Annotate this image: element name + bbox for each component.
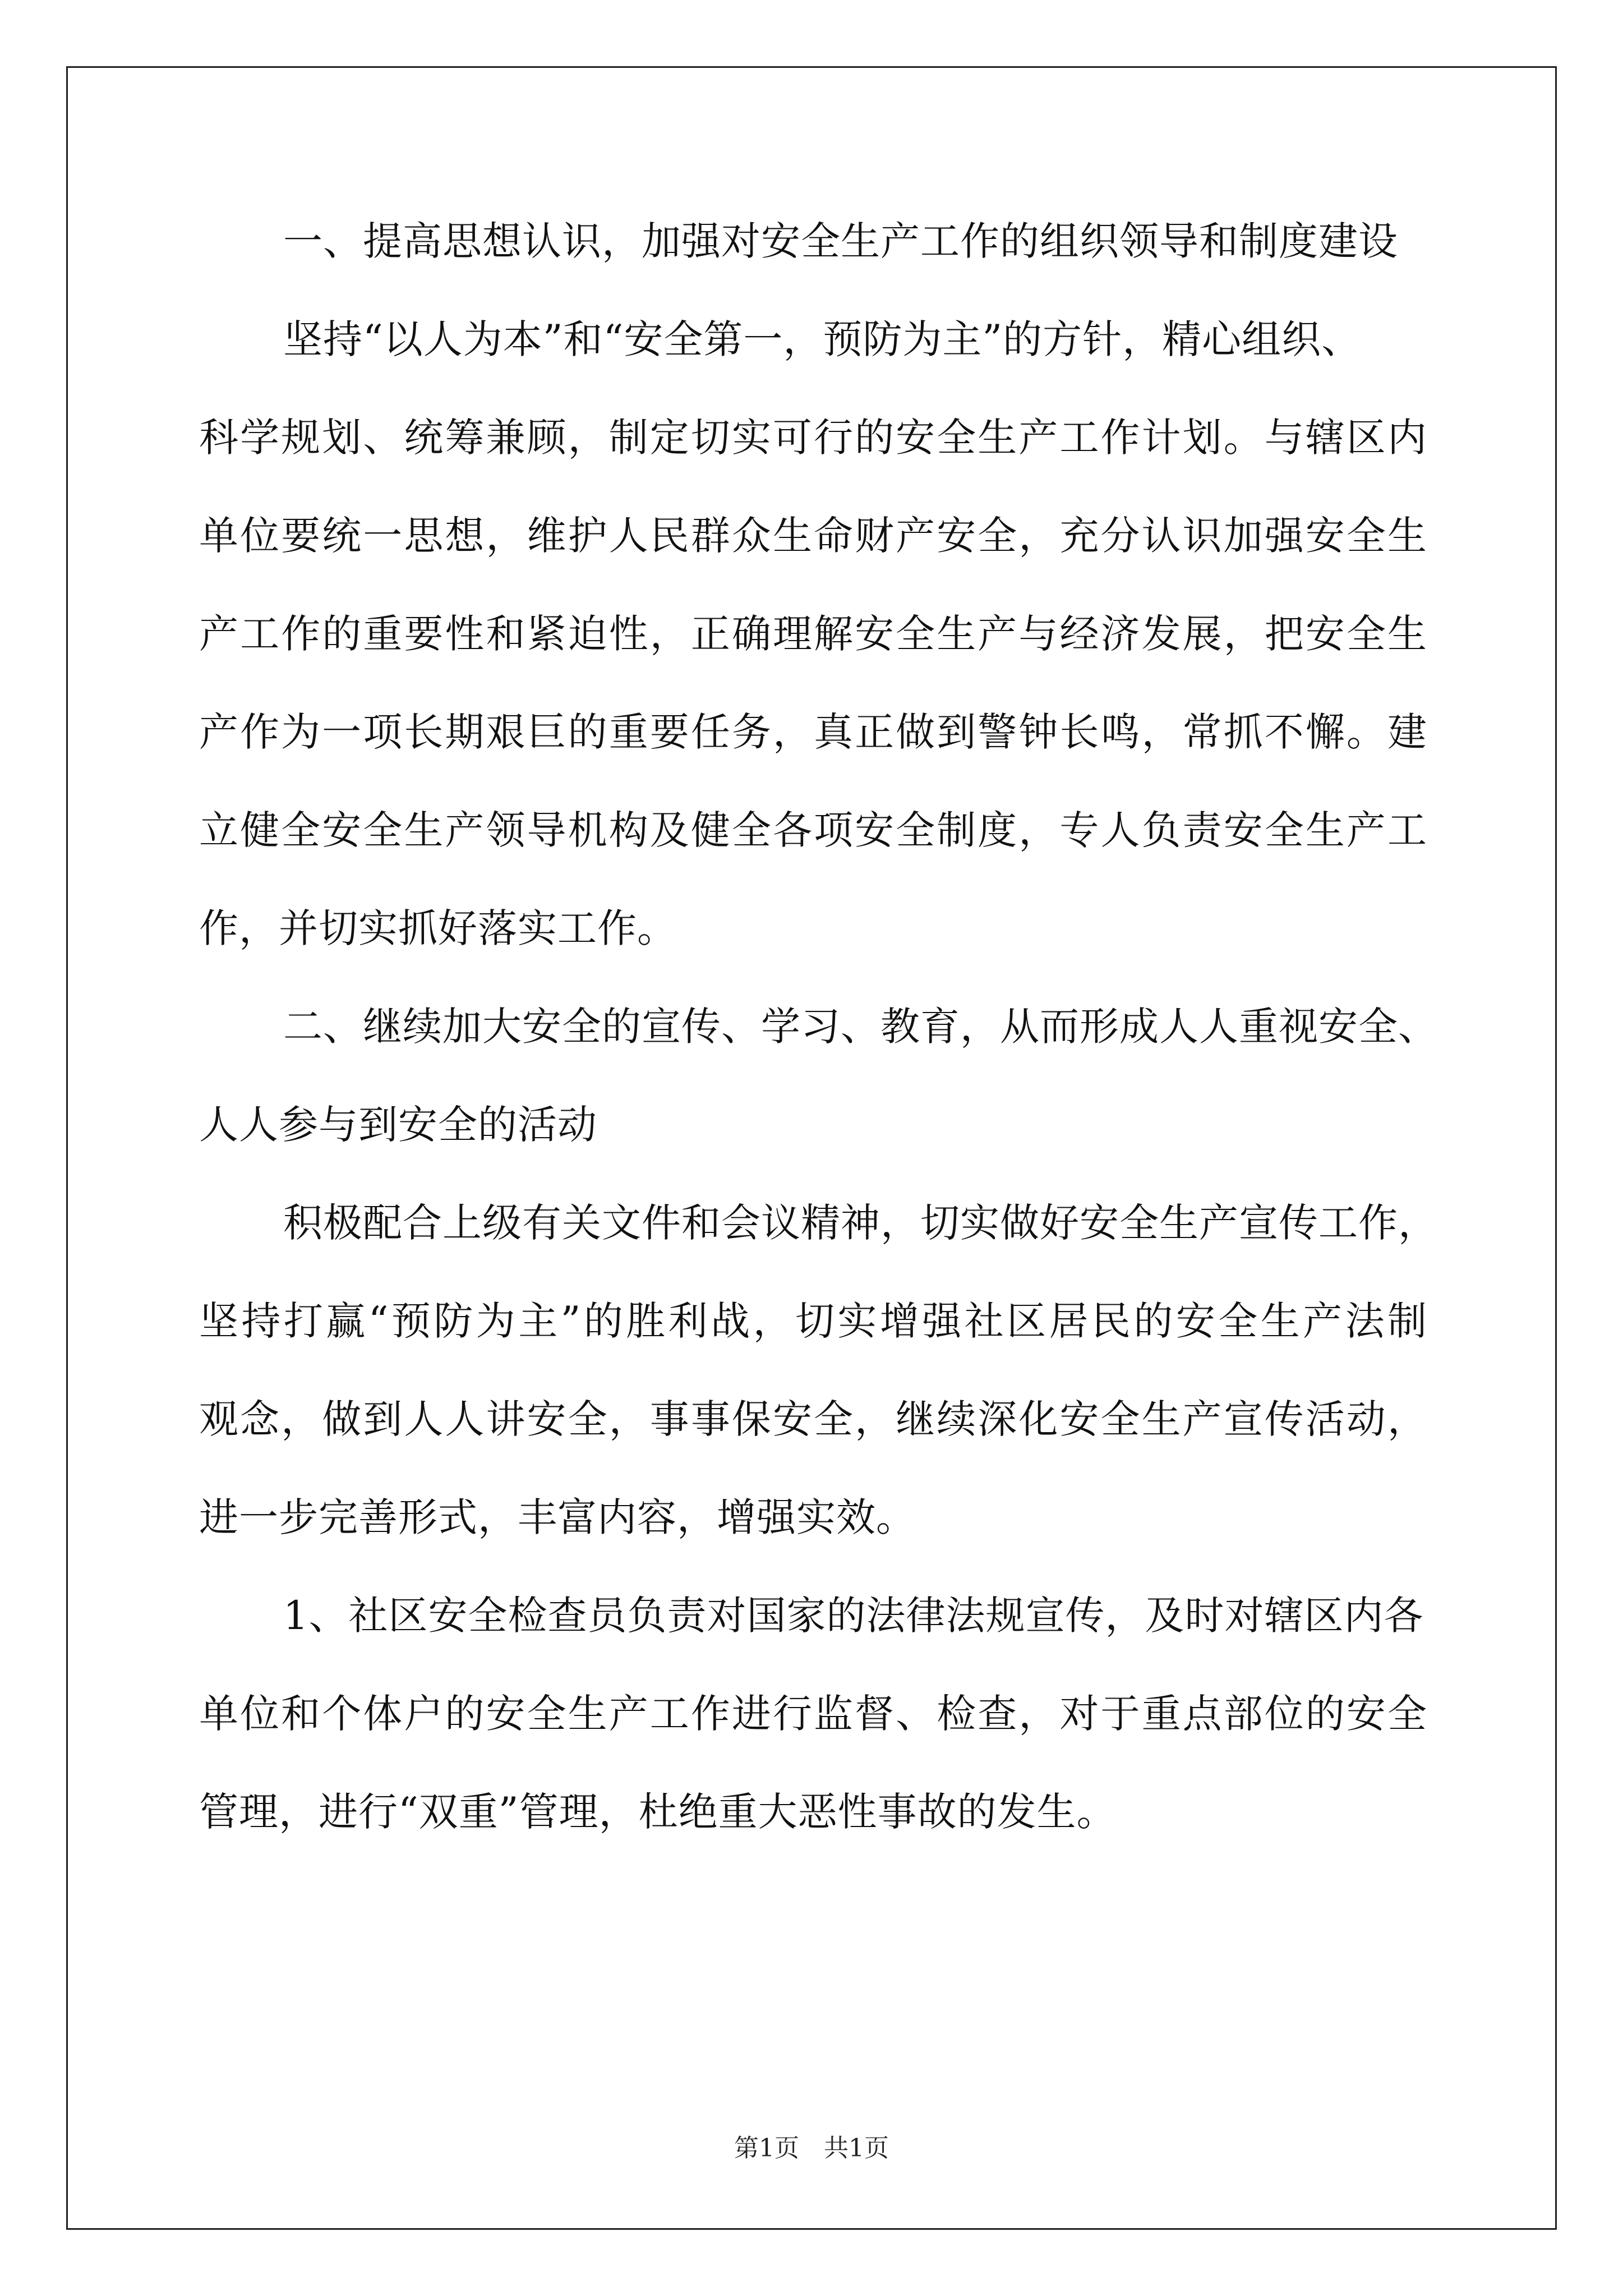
paragraph-line: 科学规划、统筹兼顾，制定切实可行的安全生产工作计划。与辖区内 (199, 415, 1427, 461)
paragraph-line: 产工作的重要性和紧迫性，正确理解安全生产与经济发展，把安全生 (199, 611, 1427, 657)
paragraph-line: 单位要统一思想，维护人民群众生命财产安全，充分认识加强安全生 (199, 513, 1427, 559)
paragraph-line: 坚持“以人为本”和“安全第一，预防为主”的方针，精心组织、 (283, 316, 1362, 362)
paragraph-line: 坚持打赢“预防为主”的胜利战，切实增强社区居民的安全生产法制 (199, 1298, 1427, 1344)
paragraph-line: 作，并切实抓好落实工作。 (199, 905, 677, 951)
paragraph-line: 立健全安全生产领导机构及健全各项安全制度，专人负责安全生产工 (199, 807, 1427, 853)
paragraph-line: 观念，做到人人讲安全，事事保安全，继续深化安全生产宣传活动， (199, 1396, 1427, 1442)
paragraph-line: 进一步完善形式，丰富内容，增强实效。 (199, 1494, 916, 1540)
section-heading-2-cont: 人人参与到安全的活动 (199, 1102, 597, 1148)
section-heading-2: 二、继续加大安全的宣传、学习、教育，从而形成人人重视安全、 (283, 1004, 1438, 1050)
paragraph-line: 管理，进行“双重”管理，杜绝重大恶性事故的发生。 (199, 1789, 1117, 1835)
paragraph-line: 产作为一项长期艰巨的重要任务，真正做到警钟长鸣，常抓不懈。建 (199, 709, 1427, 755)
page-number: 第1页 共1页 (734, 2134, 889, 2162)
list-item-1: 1、社区安全检查员负责对国家的法律法规宣传，及时对辖区内各 (283, 1593, 1424, 1639)
paragraph-line: 积极配合上级有关文件和会议精神，切实做好安全生产宣传工作， (283, 1200, 1438, 1246)
section-heading-1: 一、提高思想认识，加强对安全生产工作的组织领导和制度建设 (283, 218, 1398, 264)
paragraph-line: 单位和个体户的安全生产工作进行监督、检查，对于重点部位的安全 (199, 1691, 1427, 1737)
